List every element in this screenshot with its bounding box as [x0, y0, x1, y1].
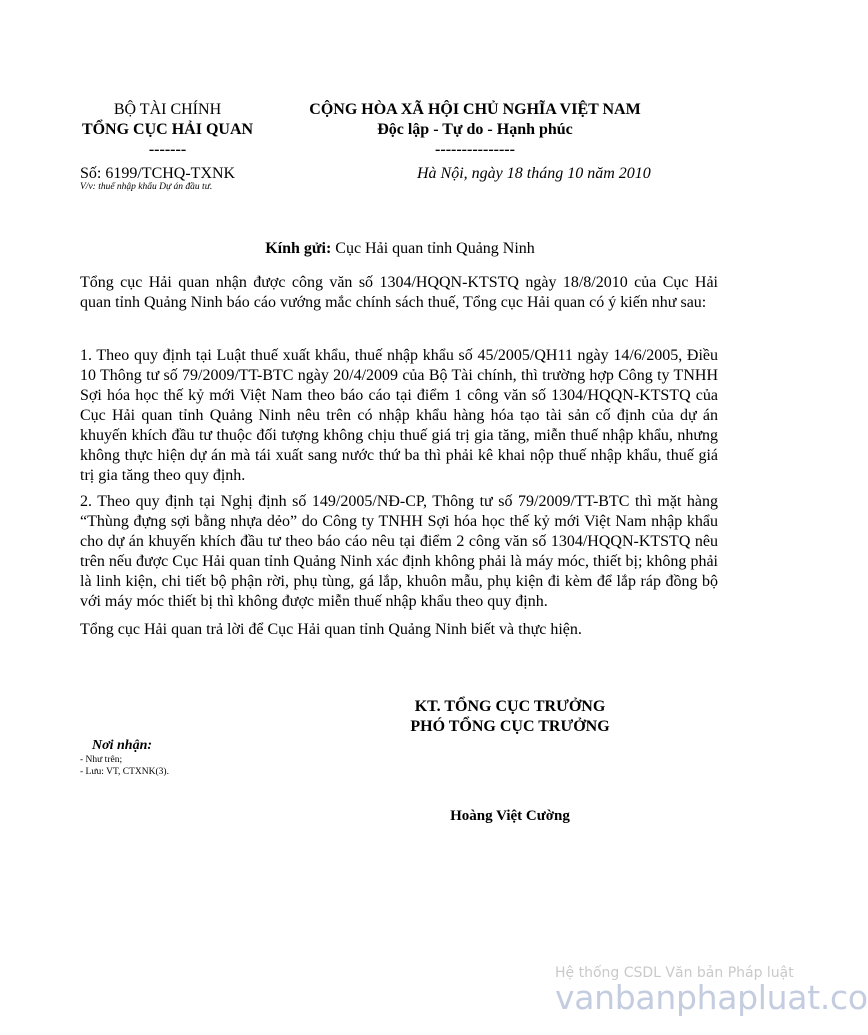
document-date: Hà Nội, ngày 18 tháng 10 năm 2010 [417, 165, 651, 182]
watermark-site: vanbanphapluat.co [555, 978, 868, 1017]
national-header [290, 100, 660, 160]
document-subject: V/v: thuế nhập khẩu Dự án đầu tư. [80, 182, 213, 192]
document-number: Số: 6199/TCHQ-TXNK [80, 165, 236, 182]
signer-name: Hoàng Việt Cường [450, 808, 570, 824]
recipients-item: - Như trên; [80, 755, 123, 765]
recipients-title: Nơi nhận: [92, 738, 153, 753]
closing-paragraph: Tổng cục Hải quan trả lời để Cục Hải quan tỉnh Quảng Ninh biết và thực hiện. [80, 621, 582, 638]
ministry-name: BỘ TÀI CHÍNH [113, 101, 222, 118]
national-motto: Độc lập - Tự do - Hạnh phúc [377, 121, 573, 138]
point-1-paragraph: 1. Theo quy định tại Luật thuế xuất khẩu, thuế nhập khẩu số 45/2005/QH11 ngày 14/6/2005, Điều 10 Thông tư số 79/2009/TT-BTC ngày 20/4/2009 của Bộ Tài chính, thì trường hợp Công ty TNHH Sợi hóa học thế kỷ mới Việt Nam theo báo cáo tại điểm 1 công văn số 1304/HQQN-KTSTQ của Cục Hải quan tỉnh Quảng Ninh nêu trên có nhập khẩu hàng hóa tạo tài sản cố định của dự án khuyến khích đầu tư thuộc đối tượng không chịu thuế giá trị gia tăng, miễn thuế nhập khẩu, nhưng không thực hiện dự án mà tái xuất sang nước thứ ba thì phải kê khai nộp thuế nhập khẩu, thuế giá trị gia tăng theo quy định. [80, 347, 718, 484]
issuing-agency [80, 100, 255, 160]
signature-line-1: KT. TỔNG CỤC TRƯỞNG [414, 698, 606, 715]
recipient-name: Cục Hải quan tỉnh Quảng Ninh [331, 240, 535, 257]
watermark-caption: Hệ thống CSDL Văn bản Pháp luật [555, 965, 794, 981]
right-divider: --------------- [435, 141, 515, 158]
left-divider: ------- [148, 141, 187, 158]
signature-title [380, 697, 640, 737]
recipient-line [0, 240, 800, 258]
recipients-item: - Lưu: VT, CTXNK(3). [80, 767, 169, 777]
signature-line-2: PHÓ TỔNG CỤC TRƯỞNG [410, 718, 610, 735]
recipient-label: Kính gửi: [265, 240, 332, 257]
country-name: CỘNG HÒA XÃ HỘI CHỦ NGHĨA VIỆT NAM [309, 101, 641, 118]
intro-paragraph: Tổng cục Hải quan nhận được công văn số 1304/HQQN-KTSTQ ngày 18/8/2010 của Cục Hải quan tỉnh Quảng Ninh báo cáo vướng mắc chính sách thuế, Tổng cục Hải quan có ý kiến như sau: [80, 274, 718, 311]
point-2-paragraph: 2. Theo quy định tại Nghị định số 149/2005/NĐ-CP, Thông tư số 79/2009/TT-BTC thì mặt hàng “Thùng đựng sợi bằng nhựa dẻo” do Công ty TNHH Sợi hóa học thế kỷ mới Việt Nam nhập khẩu cho dự án khuyến khích đầu tư theo báo cáo nêu tại điểm 2 công văn số 1304/HQQN-KTSTQ nêu trên nếu được Cục Hải quan tỉnh Quảng Ninh xác định không phải là máy móc, thiết bị; không phải là linh kiện, chi tiết bộ phận rời, phụ tùng, gá lắp, khuôn mẫu, phụ kiện đi kèm để lắp ráp đồng bộ với máy móc thiết bị thì không được miễn thuế nhập khẩu theo quy định. [80, 493, 718, 610]
department-name: TỔNG CỤC HẢI QUAN [81, 121, 254, 138]
